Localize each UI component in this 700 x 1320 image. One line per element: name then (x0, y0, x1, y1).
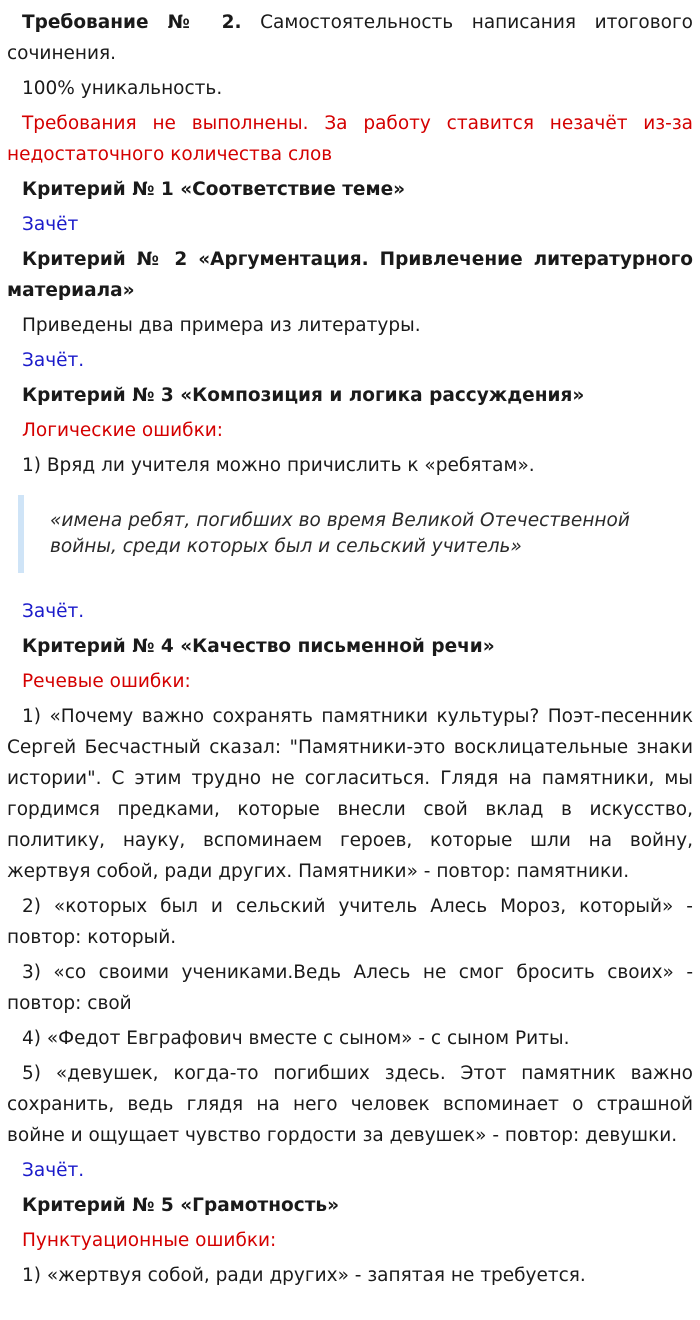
requirement-verdict: Требования не выполнены. За работу ставится незачёт из-за недостаточного количества слов (7, 113, 693, 165)
criterion-3-error-1: 1) Вряд ли учителя можно причислить к «ребятам». (22, 455, 535, 476)
criterion-4-result: Зачёт. (22, 1160, 85, 1181)
criterion-4-title: Критерий № 4 «Качество письменной речи» (22, 636, 495, 657)
criterion-1-title: Критерий № 1 «Соответствие теме» (22, 179, 406, 200)
criterion-2-note: Приведены два примера из литературы. (22, 315, 421, 336)
criterion-4-error-2: 2) «которых был и сельский учитель Алесь Мороз, который» - повтор: который. (7, 896, 693, 948)
criterion-2-title: Критерий № 2 «Аргументация. Привлечение литературного материала» (7, 249, 693, 301)
criterion-1-result: Зачёт (22, 214, 79, 235)
criterion-4-error-1: 1) «Почему важно сохранять памятники культуры? Поэт-песенник Сергей Бесчастный сказал: "Памятники-это восклицательные знаки истории". С этим трудно не согласиться. Глядя на памятники, мы гордимся предками, которые внесли свой вклад в искусство, политику, науку, вспоминаем героев, которые шли на войну, жертвуя собой, ради других. Памятники» - повтор: памятники. (7, 706, 693, 882)
criterion-3-errors-label: Логические ошибки: (22, 420, 224, 441)
criterion-4-error-3: 3) «со своими учениками.Ведь Алесь не смог бросить своих» - повтор: свой (7, 962, 693, 1014)
criterion-5-title: Критерий № 5 «Грамотность» (22, 1195, 340, 1216)
criterion-2-result: Зачёт. (22, 350, 85, 371)
criterion-4-error-4: 4) «Федот Евграфович вместе с сыном» - с сыном Риты. (22, 1028, 570, 1049)
criterion-4-errors-label: Речевые ошибки: (22, 671, 191, 692)
criterion-4-error-5: 5) «девушек, когда-то погибших здесь. Этот памятник важно сохранить, ведь глядя на него человек вспоминает о страшной войне и ощущает чувство гордости за девушек» - повтор: девушки. (7, 1063, 693, 1146)
criterion-3-result: Зачёт. (22, 601, 85, 622)
uniqueness-text: 100% уникальность. (22, 78, 223, 99)
requirement-title: Требование № 2. (22, 12, 242, 33)
criterion-3-quote: «имена ребят, погибших во время Великой Отечественной войны, среди которых был и сельский учитель» (18, 495, 693, 573)
requirement-title-rest: Самостоятельность написания итогового сочинения. (7, 12, 693, 64)
requirement-heading (7, 7, 693, 69)
criterion-3-title: Критерий № 3 «Композиция и логика рассуждения» (22, 385, 585, 406)
criterion-5-error-1: 1) «жертвуя собой, ради других» - запятая не требуется. (22, 1265, 586, 1286)
criterion-5-errors-label: Пунктуационные ошибки: (22, 1230, 277, 1251)
